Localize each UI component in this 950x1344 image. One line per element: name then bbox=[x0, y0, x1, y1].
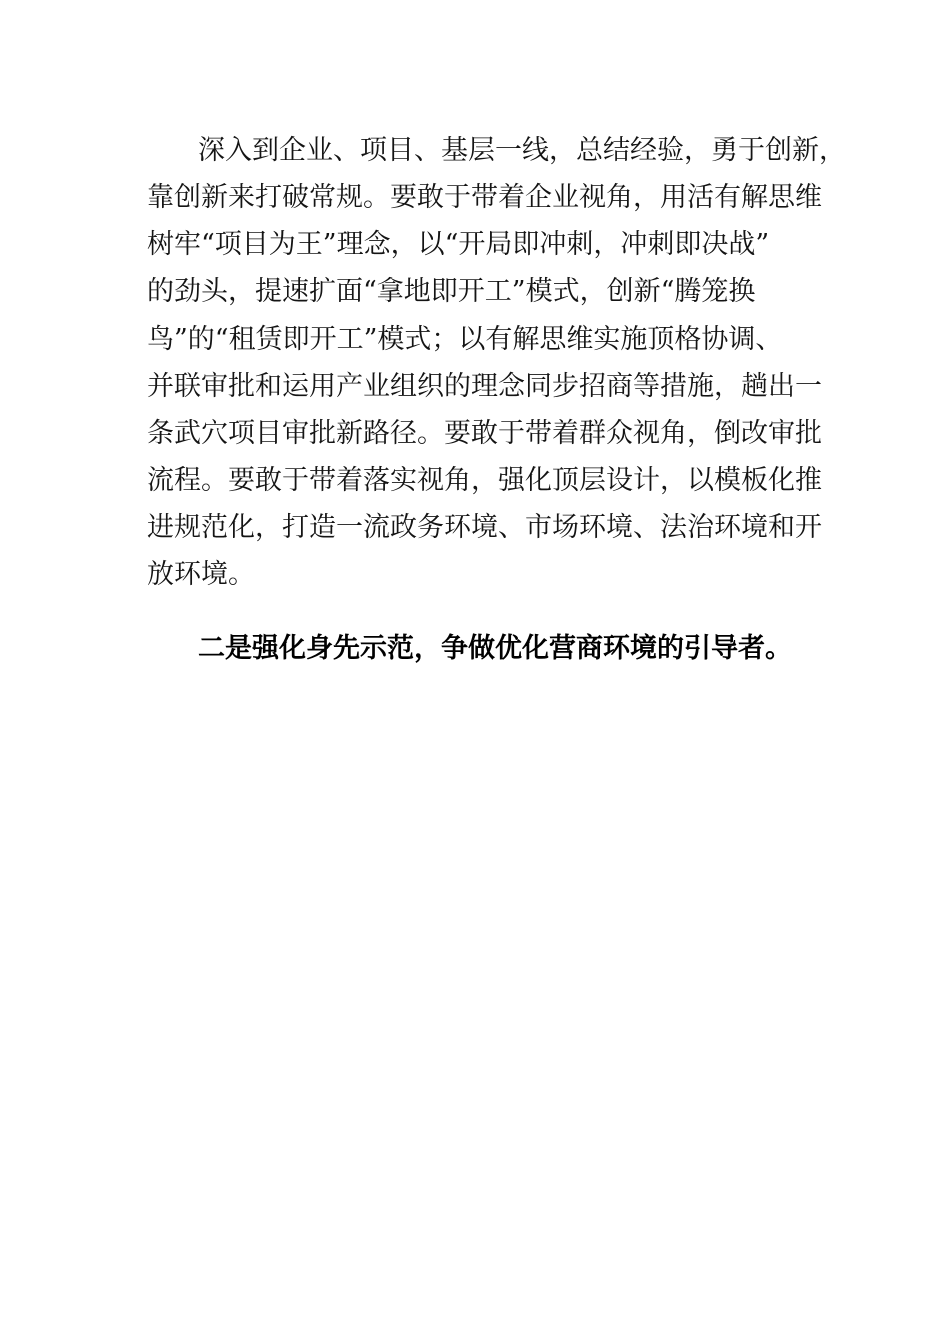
paragraph-line: 并联审批和运用产业组织的理念同步招商等措施，趟出一 bbox=[147, 371, 822, 402]
section-heading: 二是强化身先示范，争做优化营商环境的引导者。 bbox=[198, 633, 792, 664]
paragraph-line: 进规范化，打造一流政务环境、市场环境、法治环境和开 bbox=[147, 512, 822, 543]
paragraph-line: 树牢“项目为王”理念，以“开局即冲刺，冲刺即决战” bbox=[147, 229, 770, 260]
paragraph-line: 深入到企业、项目、基层一线，总结经验，勇于创新， bbox=[198, 135, 846, 166]
paragraph-line: 靠创新来打破常规。要敢于带着企业视角，用活有解思维 bbox=[147, 182, 822, 213]
paragraph-line: 放环境。 bbox=[147, 559, 255, 590]
paragraph-line: 流程。要敢于带着落实视角，强化顶层设计，以模板化推 bbox=[147, 465, 822, 496]
paragraph-line: 的劲头，提速扩面“拿地即开工”模式，创新“腾笼换 bbox=[147, 276, 756, 307]
paragraph-line: 鸟”的“租赁即开工”模式；以有解思维实施顶格协调、 bbox=[147, 324, 783, 355]
paragraph-line: 条武穴项目审批新路径。要敢于带着群众视角，倒改审批 bbox=[147, 418, 822, 449]
